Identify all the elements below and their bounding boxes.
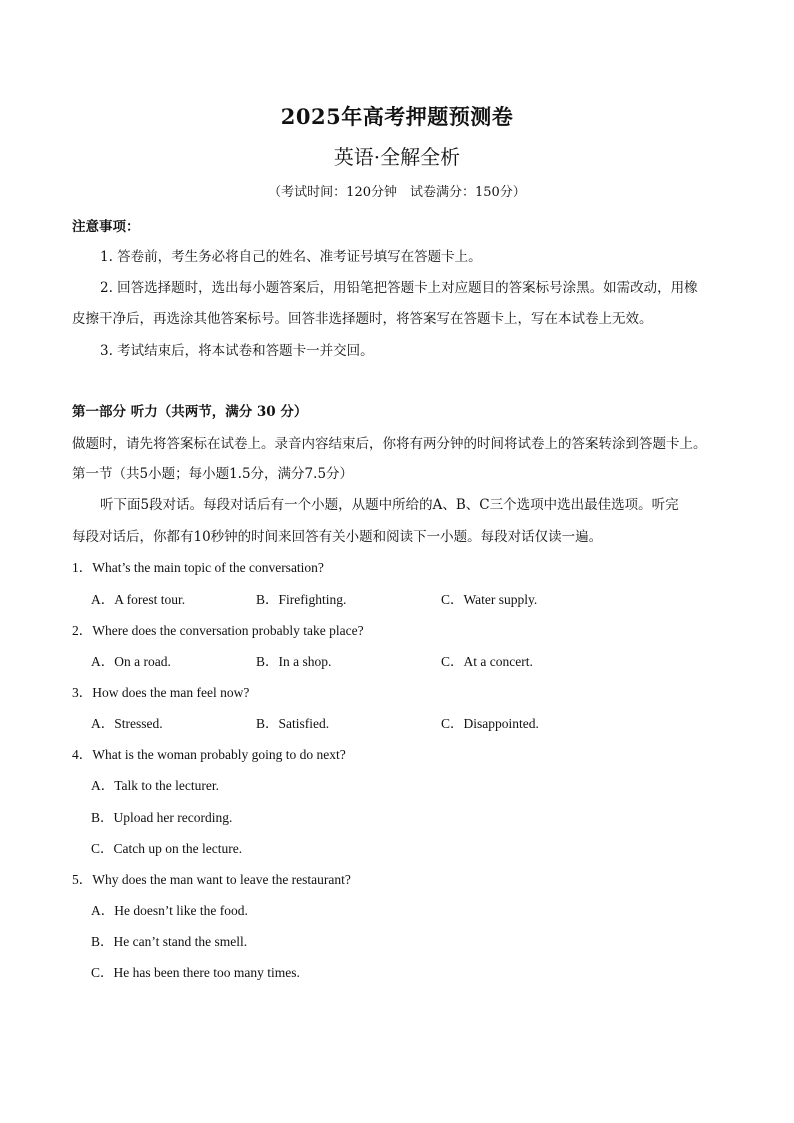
question-1-option-a: A．A forest tour. (91, 592, 186, 607)
question-5-option-c: C．He has been there too many times. (91, 965, 300, 980)
question-4-option-b: B．Upload her recording. (91, 810, 233, 825)
question-1-option-c: C．Water supply. (441, 592, 538, 607)
notice-item-3: 3. 考试结束后，将本试卷和答题卡一并交回。 (100, 343, 374, 359)
question-5-option-b: B．He can’t stand the smell. (91, 934, 248, 949)
section1-heading: 第一节（共5小题；每小题1.5分，满分7.5分） (72, 466, 354, 482)
question-5-option-a: A．He doesn’t like the food. (91, 903, 248, 918)
question-3-option-b: B．Satisfied. (256, 716, 330, 731)
notice-item-1: 1. 答卷前，考生务必将自己的姓名、准考证号填写在答题卡上。 (100, 249, 482, 265)
question-2-option-b: B．In a shop. (256, 654, 332, 669)
question-2-option-a: A．On a road. (91, 654, 171, 669)
question-1-option-b: B．Firefighting. (256, 592, 347, 607)
notice-item-2-line-1: 2. 回答选择题时，选出每小题答案后，用铅笔把答题卡上对应题目的答案标号涂黑。如需改动，用橡 (100, 280, 698, 296)
question-2-option-c: C．At a concert. (441, 654, 533, 669)
section1-instruction-line-1: 听下面5段对话。每段对话后有一个小题，从题中所给的A、B、C三个选项中选出最佳选项。听完 (100, 497, 679, 513)
part1-instruction: 做题时，请先将答案标在试卷上。录音内容结束后，你将有两分钟的时间将试卷上的答案转涂到答题卡上。 (72, 436, 707, 452)
question-1-stem: 1．What’s the main topic of the conversation? (72, 560, 324, 575)
notice-heading: 注意事项： (72, 219, 140, 235)
question-4-stem: 4．What is the woman probably going to do next? (72, 747, 346, 762)
question-3-option-a: A．Stressed. (91, 716, 163, 731)
question-2-stem: 2．Where does the conversation probably take place? (72, 623, 364, 638)
question-4-option-c: C．Catch up on the lecture. (91, 841, 243, 856)
part1-heading: 第一部分 听力（共两节，满分 30 分） (72, 404, 308, 420)
question-4-option-a: A．Talk to the lecturer. (91, 778, 220, 793)
question-3-stem: 3．How does the man feel now? (72, 685, 250, 700)
page-title: 2025年高考押题预测卷 (280, 104, 514, 129)
section1-instruction-line-2: 每段对话后，你都有10秒钟的时间来回答有关小题和阅读下一小题。每段对话仅读一遍。 (72, 529, 603, 545)
question-5-stem: 5．Why does the man want to leave the restaurant? (72, 872, 351, 887)
exam-time-note: （考试时间：120分钟 试卷满分：150分） (268, 185, 526, 200)
page-subtitle: 英语·全解全析 (333, 145, 461, 169)
question-3-option-c: C．Disappointed. (441, 716, 539, 731)
notice-item-2-line-2: 皮擦干净后，再选涂其他答案标号。回答非选择题时，将答案写在答题卡上，写在本试卷上无效。 (72, 311, 653, 327)
